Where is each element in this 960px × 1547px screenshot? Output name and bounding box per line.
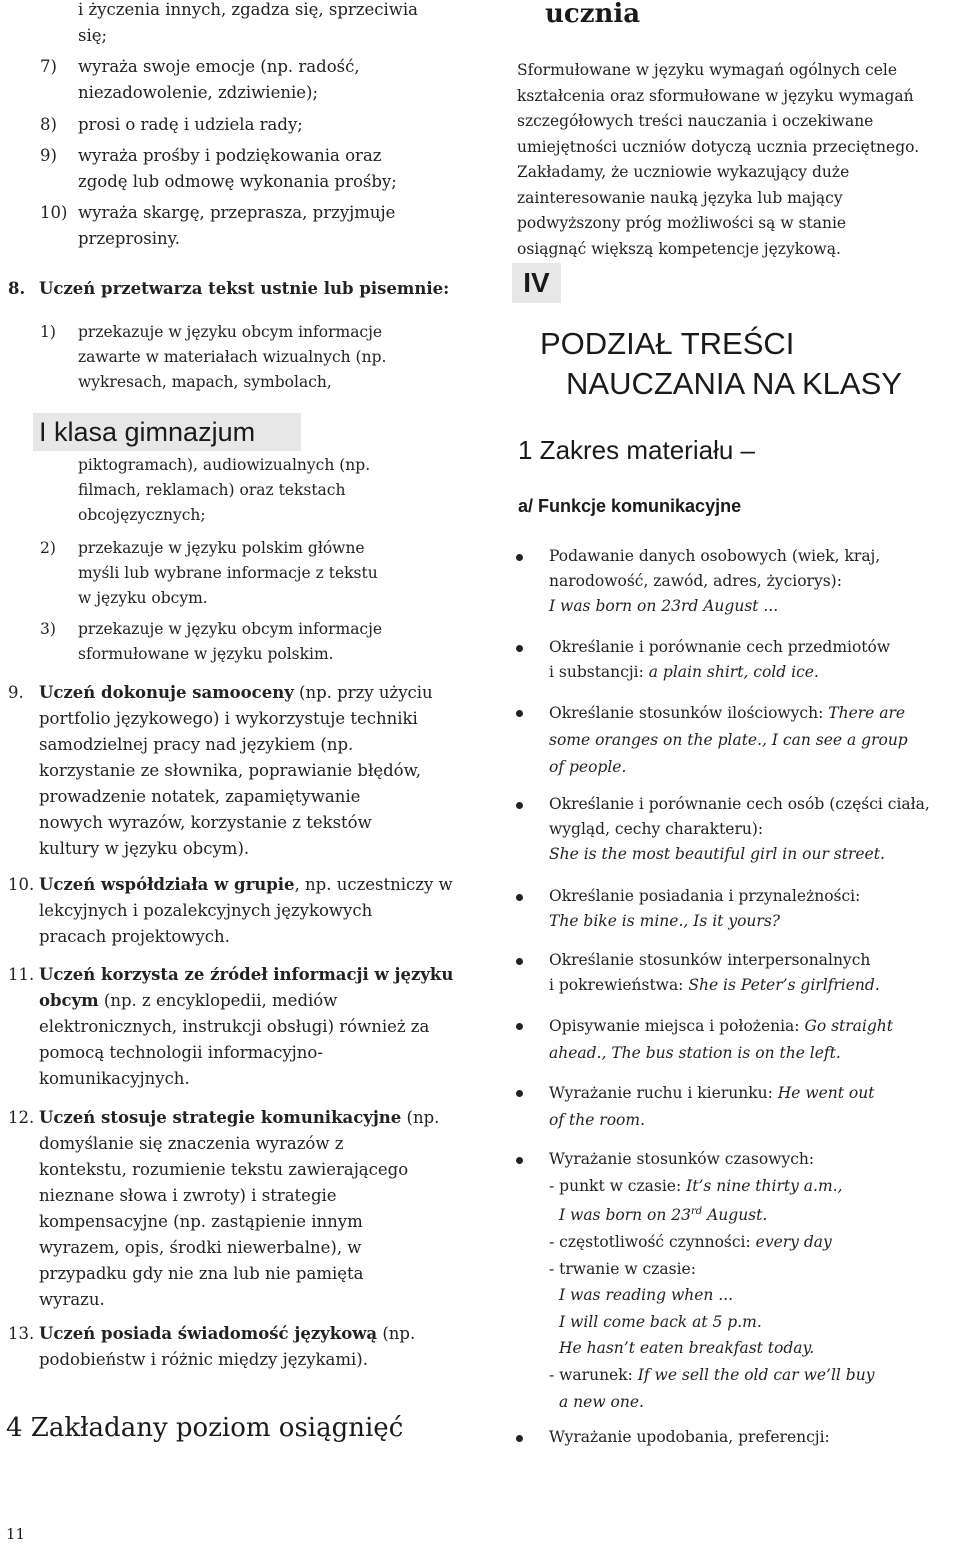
text-line: pracach projektowych. <box>39 927 230 946</box>
list-item <box>549 884 959 934</box>
item-number: 13. <box>8 1324 35 1343</box>
text-line: filmach, reklamach) oraz tekstach <box>78 481 346 499</box>
funkcje-heading: a/ Funkcje komunikacyjne <box>518 496 742 516</box>
section-title-line-2: NAUCZANIA NA KLASY <box>566 366 902 401</box>
item-lead-cont: obcym <box>39 991 99 1010</box>
list-item-continuation <box>78 453 478 528</box>
list-item <box>40 54 460 106</box>
text-line: w języku obcym. <box>78 589 208 607</box>
text-line: niezadowolenie, zdziwienie); <box>78 83 319 102</box>
text-span: - częstotliwość czynności: <box>549 1232 756 1251</box>
text-span: Wyrażanie ruchu i kierunku: <box>549 1084 778 1102</box>
text-line: Zakładamy, że uczniowie wykazujący duże <box>517 163 850 181</box>
bullet-icon <box>516 710 523 717</box>
text-line <box>549 1229 959 1256</box>
list-item <box>549 635 959 685</box>
item-lead: Uczeń dokonuje samooceny <box>39 683 294 702</box>
numbered-item-12 <box>8 1105 468 1313</box>
text-line: myśli lub wybrane informacje z tekstu <box>78 564 378 582</box>
section-4-heading: 4 Zakładany poziom osiągnięć <box>6 1413 404 1443</box>
example-text: a plain shirt, cold ice. <box>648 663 819 681</box>
text-line <box>549 1173 959 1200</box>
example-text: I was born on 23rd August ... <box>549 597 779 615</box>
text-line: samodzielnej pracy nad językiem (np. <box>39 735 354 754</box>
list-item <box>40 617 460 667</box>
top-heading: ucznia <box>545 0 641 29</box>
page-number: 11 <box>6 1525 26 1543</box>
item-text: (np. <box>377 1324 416 1343</box>
bullet-icon <box>516 1157 523 1164</box>
list-item <box>40 536 460 611</box>
example-text: If we sell the old car we’ll buy <box>637 1365 875 1384</box>
text-line: nowych wyrazów, korzystanie z tekstów <box>39 813 372 832</box>
list-item <box>549 792 959 867</box>
text-span: - warunek: <box>549 1365 638 1384</box>
text-span: i substancji: <box>549 663 649 681</box>
text-line: wyraża skargę, przeprasza, przyjmuje <box>78 203 396 222</box>
section-number: 8. <box>8 279 26 298</box>
item-lead: Uczeń współdziała w grupie <box>39 875 295 894</box>
text-line <box>39 1321 468 1347</box>
item-number: 7) <box>40 57 57 76</box>
list-item <box>40 112 460 138</box>
intro-paragraph <box>517 58 957 262</box>
superscript: rd <box>690 1206 703 1218</box>
text-line: szczegółowych treści nauczania i oczekiwane <box>517 112 874 130</box>
text-line: kultury w języku obcym). <box>39 839 250 858</box>
section-heading-8 <box>8 276 468 302</box>
list-item <box>549 1080 959 1134</box>
text-line: przekazuje w języku obcym informacje <box>78 323 383 341</box>
text-span: i pokrewieństwa: <box>549 976 689 994</box>
example-text: Go straight <box>804 1017 894 1035</box>
text-line <box>549 1080 959 1107</box>
example-text: She is the most beautiful girl in our street. <box>549 845 885 863</box>
item-number: 9. <box>8 683 24 702</box>
example-text: She is Peter’s girlfriend. <box>688 976 880 994</box>
text-line: przeprosiny. <box>78 229 181 248</box>
section-title: Uczeń przetwarza tekst ustnie lub pisemnie: <box>39 279 450 298</box>
item-number: 9) <box>40 146 57 165</box>
list-item <box>40 200 460 252</box>
example-text: some oranges on the plate., I can see a group <box>549 731 908 749</box>
item-number: 3) <box>40 620 56 638</box>
text-line: umiejętności uczniów dotyczą ucznia przeciętnego. <box>517 137 920 156</box>
text-line: przypadku gdy nie zna lub nie pamięta <box>39 1264 364 1283</box>
text-line: domyślanie się znaczenia wyrazów z <box>39 1134 344 1153</box>
text-line: prowadzenie notatek, zapamiętywanie <box>39 787 361 806</box>
text-line: i życzenia innych, zgadza się, sprzeciwia <box>78 0 418 19</box>
text-line <box>549 973 959 998</box>
item-lead: Uczeń korzysta ze źródeł informacji w języku <box>39 965 454 984</box>
text-line: - trwanie w czasie: <box>549 1259 696 1278</box>
intro-continuation <box>78 0 458 49</box>
text-line: obcojęzycznych; <box>78 506 206 524</box>
text-line: podobieństw i różnic między językami). <box>39 1350 368 1369</box>
text-line: elektronicznych, instrukcji obsługi) również za <box>39 1017 430 1036</box>
text-line: zgodę lub odmowę wykonania prośby; <box>78 172 397 191</box>
numbered-item-10 <box>8 872 468 950</box>
list-item <box>549 700 959 781</box>
bullet-icon <box>516 894 523 901</box>
item-number: 10) <box>40 203 68 222</box>
text-line <box>39 872 468 898</box>
example-text: It’s nine thirty a.m., <box>686 1176 843 1195</box>
item-lead: Uczeń stosuje strategie komunikacyjne <box>39 1108 402 1127</box>
text-line: osiągnąć większą kompetencje językową. <box>517 239 841 258</box>
example-text: ahead., The bus station is on the left. <box>549 1044 841 1062</box>
example-text: a new one. <box>559 1392 644 1411</box>
example-text: I was reading when ... <box>559 1286 734 1305</box>
bullet-icon <box>516 1023 523 1030</box>
text-line: wyrazem, opis, środki niewerbalne), w <box>39 1238 362 1257</box>
text-line: sformułowane w języku polskim. <box>78 645 334 663</box>
bullet-icon <box>516 1090 523 1097</box>
text-line: przekazuje w języku obcym informacje <box>78 620 383 638</box>
example-text: He hasn’t eaten breakfast today. <box>559 1339 815 1358</box>
text-line: wygląd, cechy charakteru): <box>549 820 764 838</box>
zakres-heading: 1 Zakres materiału – <box>518 435 755 465</box>
text-line: komunikacyjnych. <box>39 1069 190 1088</box>
item-number: 10. <box>8 875 35 894</box>
text-line: narodowość, zawód, adres, życiorys): <box>549 572 842 590</box>
bullet-icon <box>516 1435 523 1442</box>
example-text <box>549 1199 959 1229</box>
text-line: Sformułowane w języku wymagań ogólnych cele <box>517 61 898 79</box>
item-number: 2) <box>40 539 56 557</box>
text-line: przekazuje w języku polskim główne <box>78 539 365 557</box>
text-line: wyrazu. <box>39 1290 105 1309</box>
text-line: kształcenia oraz sformułowane w języku wymagań <box>517 86 914 105</box>
item-text: (np. przy użyciu <box>293 683 433 702</box>
text-line <box>549 660 959 685</box>
example-text: every day <box>755 1232 832 1251</box>
text-line: Określanie i porównanie cech osób (części ciała, <box>549 795 930 813</box>
text-line <box>39 988 468 1014</box>
text-line: Wyrażanie stosunków czasowych: <box>549 1150 815 1168</box>
item-text: , np. uczestniczy w <box>294 875 453 894</box>
text-line: Wyrażanie upodobania, preferencji: <box>549 1428 830 1446</box>
text-line: Określanie posiadania i przynależności: <box>549 887 861 905</box>
example-text: of people. <box>549 758 627 776</box>
list-item <box>549 1013 959 1067</box>
text-line: się; <box>78 26 108 45</box>
class-header: I klasa gimnazjum <box>33 413 301 451</box>
example-text: The bike is mine., Is it yours? <box>549 912 781 930</box>
text-line: kompensacyjne (np. zastąpienie innym <box>39 1212 363 1231</box>
item-text: (np. <box>401 1108 440 1127</box>
item-lead: Uczeń posiada świadomość językową <box>39 1324 378 1343</box>
text-line: wykresach, mapach, symbolach, <box>78 373 332 391</box>
item-number: 1) <box>40 323 56 341</box>
text-line: kontekstu, rozumienie tekstu zawierającego <box>39 1160 409 1179</box>
text-span: - punkt w czasie: <box>549 1176 687 1195</box>
text-line <box>39 962 468 988</box>
text-line: zawarte w materiałach wizualnych (np. <box>78 348 387 366</box>
text-line: lekcyjnych i pozalekcyjnych językowych <box>39 901 373 920</box>
example-text: of the room. <box>549 1111 646 1129</box>
text-line: zainteresowanie nauką języka lub mający <box>517 188 843 207</box>
text-line: piktogramach), audiowizualnych (np. <box>78 456 371 474</box>
list-item <box>549 544 959 619</box>
text-line: Podawanie danych osobowych (wiek, kraj, <box>549 547 881 565</box>
text-line <box>549 700 959 727</box>
roman-numeral: IV <box>512 263 561 303</box>
text-span: Określanie stosunków ilościowych: <box>549 704 829 722</box>
example-text: He went out <box>777 1084 875 1102</box>
bullet-icon <box>516 554 523 561</box>
text-line <box>39 680 468 706</box>
item-number: 12. <box>8 1108 35 1127</box>
text-line <box>549 1362 959 1389</box>
item-number: 8) <box>40 115 57 134</box>
text-line: pomocą technologii informacyjno- <box>39 1043 323 1062</box>
text-line <box>549 1013 959 1040</box>
bullet-icon <box>516 645 523 652</box>
list-item <box>40 320 460 395</box>
numbered-item-11 <box>8 962 468 1092</box>
section-title-line-1: PODZIAŁ TREŚCI <box>540 326 795 361</box>
numbered-item-13 <box>8 1321 468 1373</box>
item-text: (np. z encyklopedii, mediów <box>98 991 338 1010</box>
list-item <box>549 1146 959 1415</box>
example-text: I will come back at 5 p.m. <box>559 1312 762 1331</box>
numbered-item-9 <box>8 680 468 862</box>
list-item <box>40 143 460 195</box>
text-line: podwyższony próg możliwości są w stanie <box>517 214 847 232</box>
text-line: Określanie stosunków interpersonalnych <box>549 951 871 969</box>
text-span: August. <box>702 1206 768 1225</box>
text-span: I was born on 23 <box>559 1206 691 1225</box>
item-number: 11. <box>8 965 35 984</box>
example-text: There are <box>828 704 906 722</box>
list-item <box>549 1425 959 1450</box>
text-span: Opisywanie miejsca i położenia: <box>549 1017 805 1035</box>
bullet-icon <box>516 802 523 809</box>
text-line: wyraża swoje emocje (np. radość, <box>78 57 360 76</box>
bullet-icon <box>516 958 523 965</box>
text-line: korzystanie ze słownika, poprawianie błędów, <box>39 761 422 780</box>
text-line: prosi o radę i udziela rady; <box>78 115 303 134</box>
text-line: wyraża prośby i podziękowania oraz <box>78 146 382 165</box>
text-line: Określanie i porównanie cech przedmiotów <box>549 638 891 656</box>
list-item <box>549 948 959 998</box>
text-line: nieznane słowa i zwroty) i strategie <box>39 1186 337 1205</box>
text-line <box>39 1105 468 1131</box>
text-line: portfolio językowego) i wykorzystuje techniki <box>39 709 418 728</box>
